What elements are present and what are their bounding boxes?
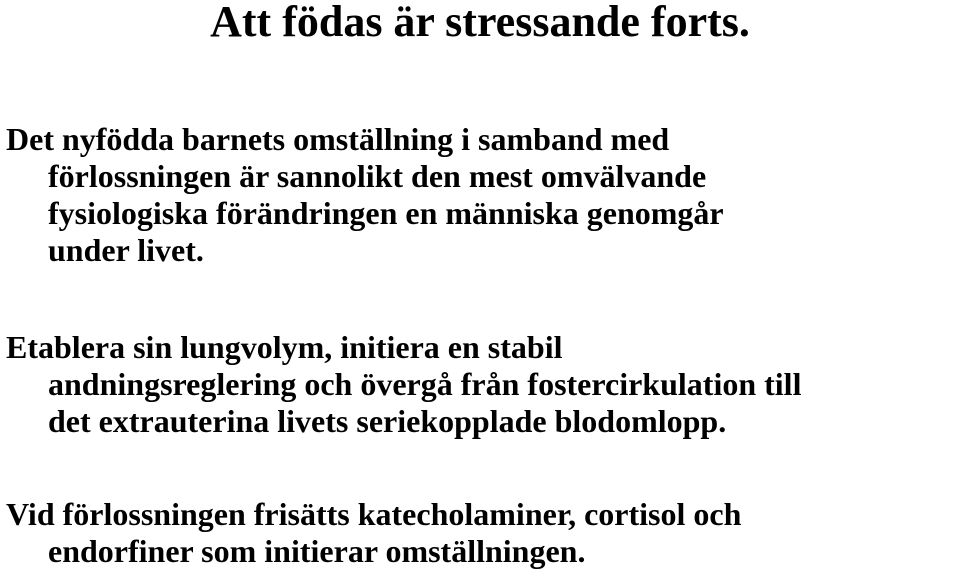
paragraph-newborn-adjustment [6, 121, 956, 269]
text-line: endorfiner som initierar omställningen. [48, 533, 586, 569]
slide-title: Att födas är stressande forts. [210, 0, 750, 46]
paragraph-hormone-release [6, 496, 956, 570]
text-line: fysiologiska förändringen en människa genomgår [48, 195, 724, 231]
text-line: Vid förlossningen frisätts katecholaminer, cortisol och [6, 496, 742, 532]
text-line: förlossningen är sannolikt den mest omvälvande [48, 158, 707, 194]
text-line: Det nyfödda barnets omställning i samband med [6, 121, 670, 157]
paragraph-lung-circulation [6, 329, 956, 440]
text-line: under livet. [48, 232, 204, 268]
text-line: Etablera sin lungvolym, initiera en stabil [6, 329, 563, 365]
text-line: det extrauterina livets seriekopplade blodomlopp. [48, 403, 727, 439]
text-line: andningsreglering och övergå från fostercirkulation till [48, 366, 802, 402]
